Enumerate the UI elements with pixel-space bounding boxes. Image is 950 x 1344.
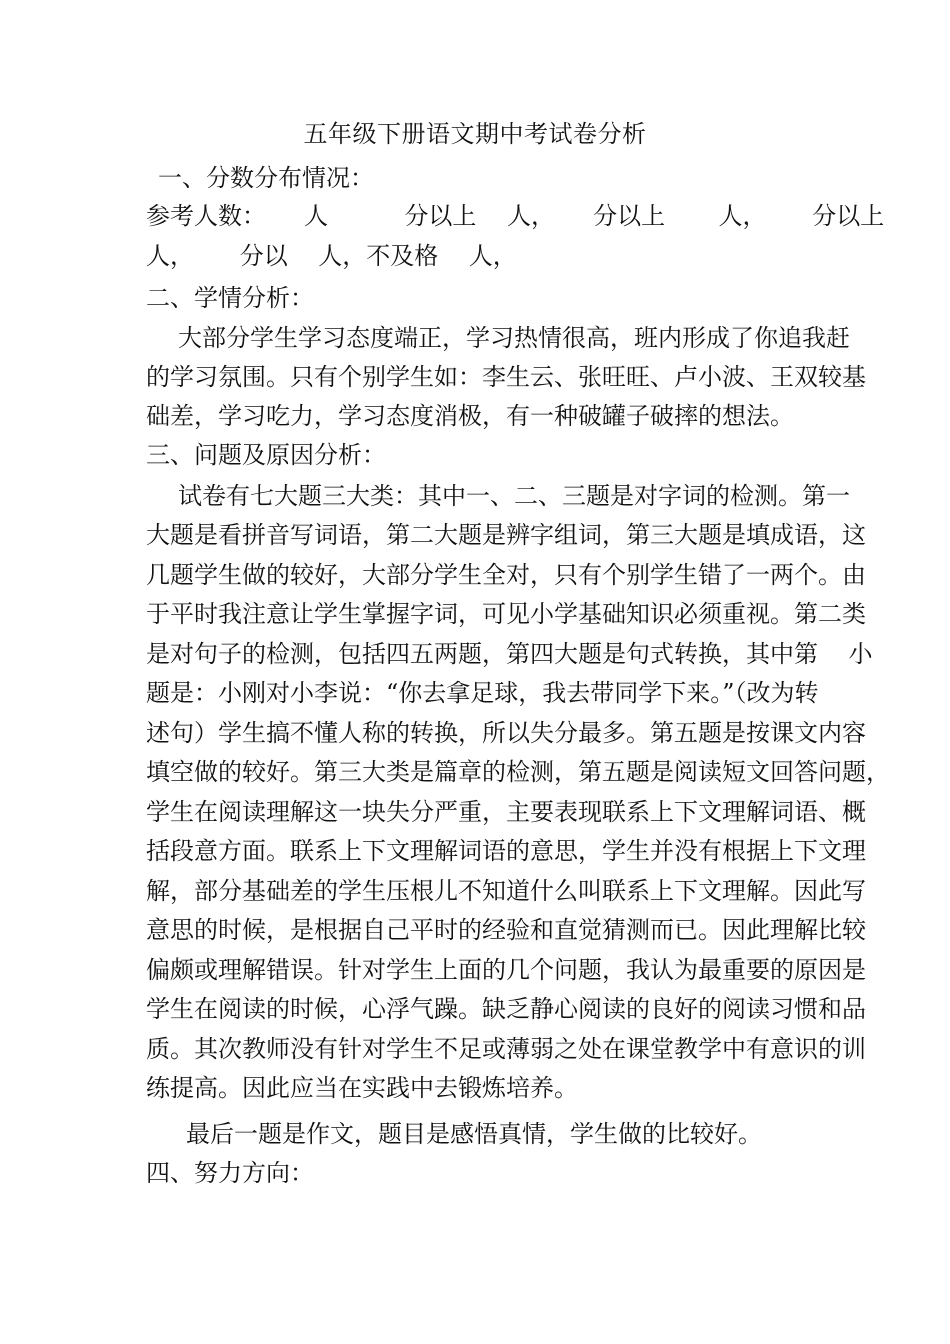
paragraph-line: 填空做的较好。第三大类是篇章的检测，第五题是阅读短文回答问题， xyxy=(146,758,890,786)
paragraph-line: 括段意方面。联系上下文理解词语的意思，学生并没有根据上下文理 xyxy=(146,837,866,865)
paragraph-line: 试卷有七大题三大类：其中一、二、三题是对字词的检测。第一 xyxy=(178,482,850,510)
paragraph-line: 础差，学习吃力，学习态度消极，有一种破罐子破摔的想法。 xyxy=(146,402,794,430)
section3-heading: 三、问题及原因分析： xyxy=(146,441,386,469)
paragraph-line: 学生在阅读理解这一块失分严重，主要表现联系上下文理解词语、概 xyxy=(146,798,866,826)
paragraph-line: 述句）学生搞不懂人称的转换，所以失分最多。第五题是按课文内容 xyxy=(146,719,866,747)
paragraph-line: 偏颇或理解错误。针对学生上面的几个问题，我认为最重要的原因是 xyxy=(146,956,866,984)
paragraph-line: 于平时我注意让学生掌握字词，可见小学基础知识必须重视。第二类 xyxy=(146,600,866,628)
paragraph-line: 题是：小刚对小李说：“你去拿足球，我去带同学下来。”（改为转 xyxy=(146,679,819,707)
paragraph-line: 大题是看拼音写词语，第二大题是辨字组词，第三大题是填成语，这 xyxy=(146,521,866,549)
document-title: 五年级下册语文期中考试卷分析 xyxy=(303,120,647,148)
paragraph-line: 解，部分基础差的学生压根儿不知道什么叫联系上下文理解。因此写 xyxy=(146,877,866,905)
score-line-2: 人， 分以 人，不及格 人， xyxy=(146,242,517,270)
paragraph-line: 最后一题是作文，题目是感悟真情，学生做的比较好。 xyxy=(186,1120,762,1148)
paragraph-line: 意思的时候，是根据自己平时的经验和直觉猜测而已。因此理解比较 xyxy=(146,916,866,944)
section4-heading: 四、努力方向： xyxy=(146,1159,314,1187)
section1-heading: 一、分数分布情况： xyxy=(158,164,374,192)
paragraph-line: 质。其次教师没有针对学生不足或薄弱之处在课堂教学中有意识的训 xyxy=(146,1035,866,1063)
score-line-1: 参考人数： 人 分以上 人， 分以上 人， 分以上 xyxy=(146,202,885,230)
paragraph-line: 大部分学生学习态度端正，学习热情很高，班内形成了你追我赶 xyxy=(178,324,850,352)
paragraph-line: 几题学生做的较好，大部分学生全对，只有个别学生错了一两个。由 xyxy=(146,561,866,589)
paragraph-line: 练提高。因此应当在实践中去锻炼培养。 xyxy=(146,1074,578,1102)
paragraph-line: 是对句子的检测，包括四五两题，第四大题是句式转换，其中第 小 xyxy=(146,640,873,668)
paragraph-line: 的学习氛围。只有个别学生如：李生云、张旺旺、卢小波、王双较基 xyxy=(146,363,866,391)
paragraph-line: 学生在阅读的时候，心浮气躁。缺乏静心阅读的良好的阅读习惯和品 xyxy=(146,995,866,1023)
section2-heading: 二、学情分析： xyxy=(146,284,314,312)
